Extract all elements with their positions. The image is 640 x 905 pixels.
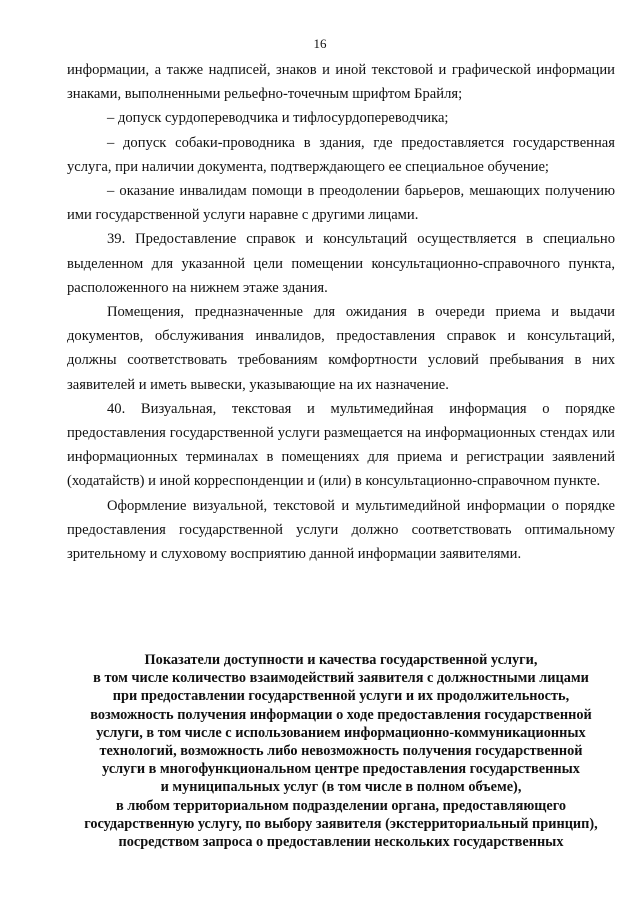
list-item-guide-dog: – допуск собаки-проводника в здания, где предоставляется государственная услуга, при наличии документа, подтверждающего ее специальное обучение;: [67, 134, 615, 175]
paragraph-item-40: 40. Визуальная, текстовая и мультимедийная информация о порядке предоставления государственной услуги размещается на информационных стендах или информационных терминалах в помещениях для приема и регистрации заявлений (ходатайств) и иной корреспонденции и (или) в консультационно-справочном пункте.: [67, 400, 615, 490]
list-item-sign-interpreter: – допуск сурдопереводчика и тифлосурдопереводчика;: [107, 110, 449, 127]
heading-line: при предоставлении государственной услуги и их продолжительность,: [112, 688, 570, 705]
heading-line: возможность получения информации о ходе предоставления государственной: [90, 706, 592, 723]
heading-line: государственную услугу, по выбору заявителя (экстерриториальный принцип),: [84, 815, 598, 832]
paragraph-item-39: 39. Предоставление справок и консультаций осуществляется в специально выделенном для указанной цели помещении консультационно-справочного пункта, расположенного на нижнем этаже здания.: [67, 231, 615, 296]
list-item-barrier-assistance: – оказание инвалидам помощи в преодолении барьеров, мешающих получению ими государственной услуги наравне с другими лицами.: [67, 183, 615, 224]
page-number: 16: [313, 36, 327, 51]
heading-line: услуги, в том числе с использованием информационно-коммуникационных: [96, 724, 586, 741]
heading-line: в том числе количество взаимодействий заявителя с должностными лицами: [93, 670, 589, 687]
heading-line: Показатели доступности и качества государственной услуги,: [144, 652, 538, 668]
section-heading: [67, 651, 615, 851]
paragraph-waiting-rooms: Помещения, предназначенные для ожидания в очереди приема и выдачи документов, обслуживания инвалидов, предоставления справок и консультаций, должны соответствовать требованиям комфортности условий пребывания в них заявителей и иметь вывески, указывающие на их назначение.: [67, 304, 615, 393]
heading-line: и муниципальных услуг (в том числе в полном объеме),: [160, 779, 522, 796]
heading-line: технологий, возможность либо невозможность получения государственной: [99, 743, 583, 760]
heading-line: посредством запроса о предоставлении нескольких государственных: [118, 834, 564, 851]
heading-line: в любом территориальном подразделении органа, предоставляющего: [116, 797, 566, 814]
paragraph-visual-design: Оформление визуальной, текстовой и мультимедийной информации о порядке предоставления государственной услуги должно соответствовать оптимальному зрительному и слуховому восприятию данной информации заявителями.: [67, 497, 615, 563]
body-text: [67, 58, 615, 566]
paragraph-braille-info: информации, а также надписей, знаков и иной текстовой и графической информации знаками, выполненными рельефно-точечным шрифтом Брайля;: [67, 62, 615, 103]
heading-line: услуги в многофункциональном центре предоставления государственных: [102, 761, 580, 778]
